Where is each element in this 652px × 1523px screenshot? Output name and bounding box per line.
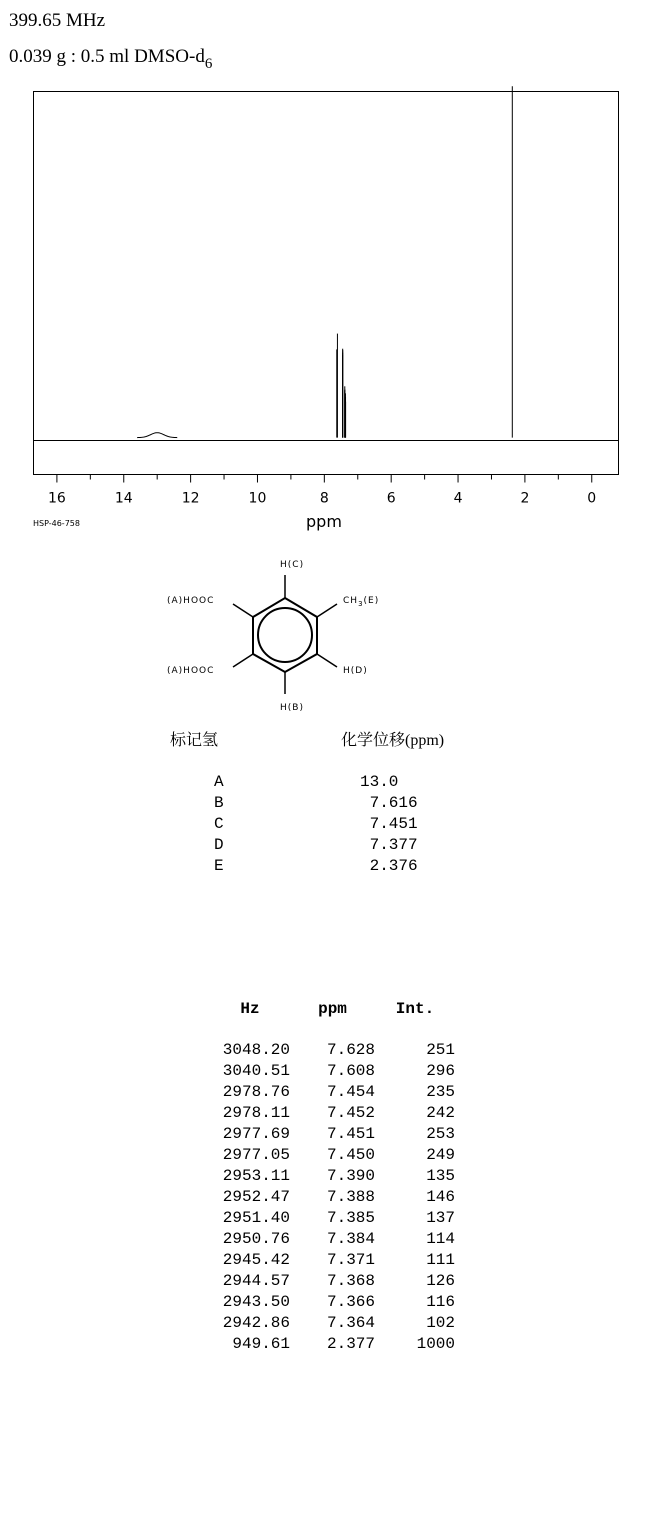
- header-hz: Hz: [240, 1000, 260, 1018]
- table-row: [214, 856, 418, 877]
- shift-assignment-table: [214, 772, 418, 877]
- cell-int: 1000: [416, 1335, 455, 1353]
- tick-label: 4: [453, 490, 463, 507]
- shift-label: B: [214, 794, 224, 812]
- label-ch3-e: [343, 596, 379, 608]
- spectrum-code: HSP-46-758: [33, 519, 80, 528]
- shift-value: 7.377: [360, 836, 418, 854]
- cell-int: 111: [426, 1251, 455, 1269]
- table-row: [210, 1313, 455, 1334]
- label-cooh-a2: (A)HOOC: [167, 666, 215, 676]
- tick-label: 14: [114, 490, 133, 507]
- cell-hz: 2944.57: [222, 1272, 290, 1290]
- table-row: [210, 1229, 455, 1250]
- sample-subscript: 6: [204, 56, 213, 72]
- shift-value: 2.376: [360, 857, 418, 875]
- cell-int: 242: [426, 1104, 455, 1122]
- cell-int: 135: [426, 1167, 455, 1185]
- header-ppm: ppm: [318, 1000, 347, 1018]
- cell-hz: 2943.50: [222, 1293, 290, 1311]
- cell-int: 126: [426, 1272, 455, 1290]
- tick-label: 12: [181, 490, 200, 507]
- tick-label: 8: [319, 490, 329, 507]
- shift-label: E: [214, 857, 224, 875]
- cell-ppm: 7.366: [326, 1293, 375, 1311]
- label-ch3-sub: 3: [358, 600, 364, 608]
- table-row: [210, 1124, 455, 1145]
- cell-hz: 2953.11: [222, 1167, 290, 1185]
- label-ch3-suffix: (E): [363, 596, 380, 606]
- cell-hz: 2951.40: [222, 1209, 290, 1227]
- shift-label: C: [214, 815, 224, 833]
- cell-int: 137: [426, 1209, 455, 1227]
- label-h-c: H(C): [280, 560, 305, 570]
- cell-ppm: 7.385: [326, 1209, 375, 1227]
- cell-ppm: 7.608: [326, 1062, 375, 1080]
- tick-label: 2: [520, 490, 530, 507]
- table-row: [210, 1208, 455, 1229]
- header-int: Int.: [395, 1000, 435, 1018]
- cell-int: 146: [426, 1188, 455, 1206]
- tick-label: 0: [587, 490, 597, 507]
- molecule-structure: [0, 0, 652, 720]
- cell-hz: 2977.05: [222, 1146, 290, 1164]
- table-row: [214, 835, 418, 856]
- cell-hz: 2977.69: [222, 1125, 290, 1143]
- shift-label: D: [214, 836, 224, 854]
- cell-hz: 2978.76: [222, 1083, 290, 1101]
- sample-text: 0.039 g : 0.5 ml DMSO-d: [9, 46, 205, 67]
- cell-ppm: 7.628: [326, 1041, 375, 1059]
- cell-ppm: 7.390: [326, 1167, 375, 1185]
- cell-ppm: 7.384: [326, 1230, 375, 1248]
- cell-ppm: 7.452: [326, 1104, 375, 1122]
- label-cooh-a1: (A)HOOC: [167, 596, 215, 606]
- table-row: [210, 1250, 455, 1271]
- shift-label: A: [214, 773, 224, 791]
- table-row: [210, 1103, 455, 1124]
- cell-hz: 2978.11: [222, 1104, 290, 1122]
- label-ch3-prefix: CH: [343, 596, 359, 606]
- cell-ppm: 7.368: [326, 1272, 375, 1290]
- shift-value: 7.616: [360, 794, 418, 812]
- cell-hz: 949.61: [232, 1335, 290, 1353]
- cell-int: 235: [426, 1083, 455, 1101]
- cell-ppm: 7.388: [326, 1188, 375, 1206]
- cell-int: 102: [426, 1314, 455, 1332]
- cell-hz: 2950.76: [222, 1230, 290, 1248]
- peak-list-table: [210, 998, 455, 1355]
- cell-int: 249: [426, 1146, 455, 1164]
- tick-label: 6: [386, 490, 396, 507]
- tick-label: 10: [248, 490, 267, 507]
- table-row: [210, 1061, 455, 1082]
- spectrometer-frequency: 399.65 MHz: [9, 10, 106, 31]
- table-row: [214, 793, 418, 814]
- table-row: [210, 1187, 455, 1208]
- table-row: [210, 1292, 455, 1313]
- peak-table-header: [210, 998, 455, 1020]
- table-row: [210, 1145, 455, 1166]
- table-row: [214, 814, 418, 835]
- table-row: [210, 1166, 455, 1187]
- cell-hz: 3048.20: [222, 1041, 290, 1059]
- x-axis-label: ppm: [306, 512, 342, 531]
- cell-hz: 2945.42: [222, 1251, 290, 1269]
- tick-label: 16: [47, 490, 66, 507]
- cell-int: 116: [426, 1293, 455, 1311]
- cell-ppm: 7.451: [326, 1125, 375, 1143]
- substituent-bonds: [233, 575, 337, 694]
- cell-int: 114: [426, 1230, 455, 1248]
- cell-int: 251: [426, 1041, 455, 1059]
- label-h-d: H(D): [343, 666, 368, 676]
- cell-int: 253: [426, 1125, 455, 1143]
- cell-int: 296: [426, 1062, 455, 1080]
- shift-value: 13.0: [360, 773, 399, 791]
- cell-ppm: 7.450: [326, 1146, 375, 1164]
- shift-header-label: 标记氢: [170, 732, 219, 749]
- cell-ppm: 7.454: [326, 1083, 375, 1101]
- shift-header-ppm: 化学位移(ppm): [341, 732, 445, 749]
- table-row: [210, 1271, 455, 1292]
- table-row: [210, 1040, 455, 1061]
- table-row: [214, 772, 418, 793]
- cell-hz: 3040.51: [222, 1062, 290, 1080]
- cell-hz: 2952.47: [222, 1188, 290, 1206]
- shift-value: 7.451: [360, 815, 418, 833]
- table-row: [210, 1082, 455, 1103]
- benzene-ring: [253, 598, 317, 672]
- cell-ppm: 7.371: [326, 1251, 375, 1269]
- cell-ppm: 2.377: [326, 1335, 375, 1353]
- table-row: [210, 1334, 455, 1355]
- label-h-b: H(B): [280, 703, 304, 713]
- cell-ppm: 7.364: [326, 1314, 375, 1332]
- cell-hz: 2942.86: [222, 1314, 290, 1332]
